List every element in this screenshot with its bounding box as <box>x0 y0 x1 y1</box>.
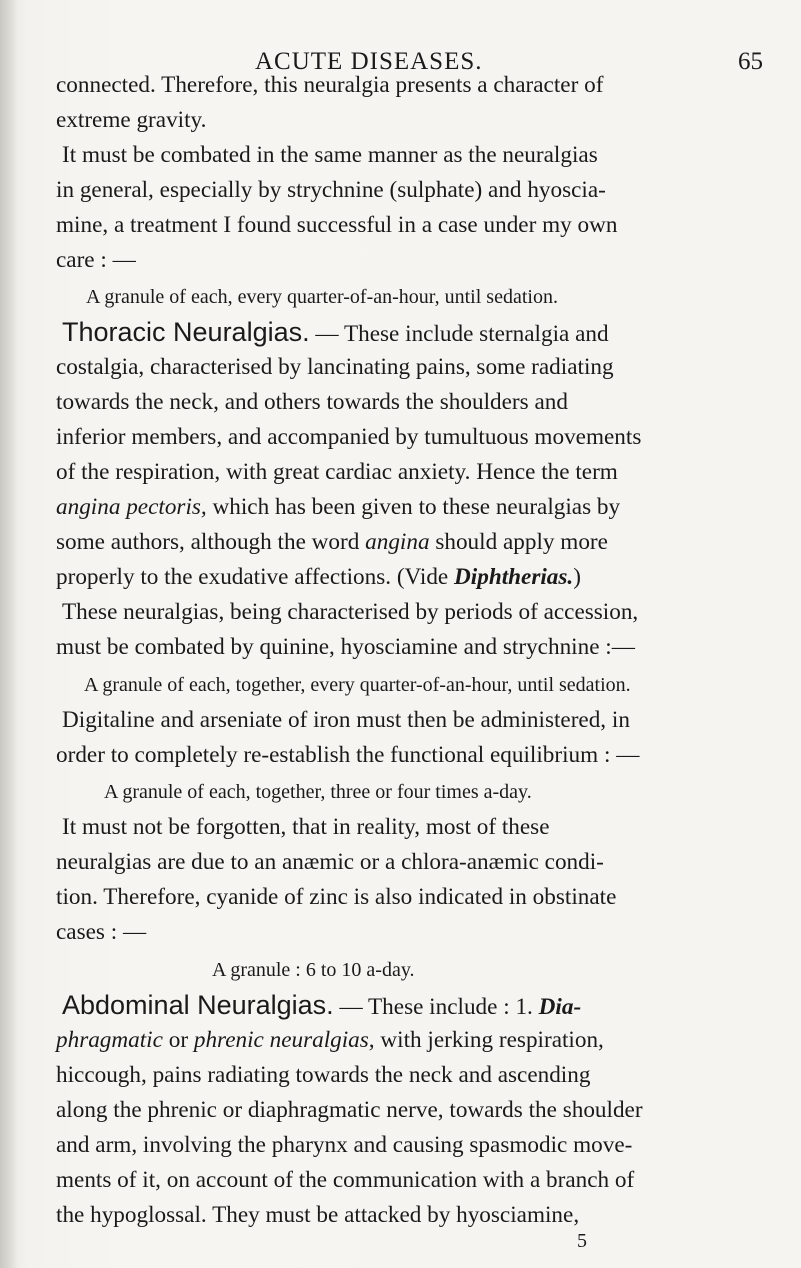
dosage-line: A granule of each, together, three or four times a-day. <box>104 781 532 803</box>
italic-term: angina <box>365 529 430 555</box>
text-line: costalgia, characterised by lancinating pains, some radiating <box>56 354 614 380</box>
text-span: which has been given to these neuralgias by <box>206 494 621 520</box>
text-line: care : — <box>56 247 136 273</box>
italic-term: angina pectoris, <box>56 494 207 520</box>
text-line: inferior members, and accompanied by tumultuous movements <box>56 424 642 450</box>
text-line: hiccough, pains radiating towards the neck and ascending <box>56 1062 591 1088</box>
text-span: — These include sternalgia and <box>309 321 609 347</box>
text-span: some authors, although the word <box>56 529 366 555</box>
italic-term: phrenic neuralgias, <box>193 1027 375 1053</box>
italic-term: Dia- <box>538 994 582 1020</box>
text-span: or <box>162 1027 194 1053</box>
section-heading-abdominal: Abdominal Neuralgias. <box>62 990 334 1020</box>
cross-reference: Diphtherias. <box>454 564 574 590</box>
dosage-line: A granule : 6 to 10 a-day. <box>212 959 415 981</box>
text-span: should apply more <box>429 529 608 555</box>
text-line: These neuralgias, being characterised by periods of accession, <box>62 599 639 625</box>
text-span: — These include : 1. <box>333 994 539 1020</box>
text-line: Digitaline and arseniate of iron must then be administered, in <box>62 707 630 733</box>
text-line: extreme gravity. <box>56 107 207 133</box>
text-line <box>56 1025 604 1055</box>
text-line: It must not be forgotten, that in reality, most of these <box>62 814 550 840</box>
italic-term: phragmatic <box>56 1027 163 1053</box>
text-line: It must be combated in the same manner as the neuralgias <box>62 142 598 168</box>
text-line: and arm, involving the pharynx and causing spasmodic move- <box>56 1132 633 1158</box>
section-heading-line <box>62 990 581 1022</box>
dosage-line: A granule of each, together, every quarter-of-an-hour, until sedation. <box>84 674 631 696</box>
signature-mark: 5 <box>577 1230 587 1252</box>
text-line: along the phrenic or diaphragmatic nerve, towards the shoulder <box>56 1097 643 1123</box>
page-number: 65 <box>738 48 763 75</box>
text-line <box>56 492 620 522</box>
text-line: mine, a treatment I found successful in a case under my own <box>56 212 618 238</box>
text-line: tion. Therefore, cyanide of zinc is also indicated in obstinate <box>56 884 617 910</box>
text-line: towards the neck, and others towards the shoulders and <box>56 389 568 415</box>
text-line: neuralgias are due to an anæmic or a chlora-anæmic condi- <box>56 849 604 875</box>
section-heading-line <box>62 317 609 349</box>
text-line: the hypoglossal. They must be attacked by hyosciamine, <box>56 1202 580 1228</box>
text-span: properly to the exudative affections. (Vide <box>56 564 455 590</box>
text-line: ments of it, on account of the communication with a branch of <box>56 1167 635 1193</box>
dosage-line: A granule of each, every quarter-of-an-hour, until sedation. <box>86 286 558 308</box>
text-line <box>56 562 581 592</box>
text-line: must be combated by quinine, hyosciamine and strychnine :— <box>56 634 635 660</box>
text-line: of the respiration, with great cardiac anxiety. Hence the term <box>56 459 618 485</box>
text-line: cases : — <box>56 919 147 945</box>
text-span: ) <box>573 564 581 590</box>
section-heading-thoracic: Thoracic Neuralgias. <box>62 317 310 347</box>
text-span: with jerking respiration, <box>374 1027 604 1053</box>
running-title: ACUTE DISEASES. <box>255 48 483 75</box>
text-line <box>56 527 608 557</box>
text-line: connected. Therefore, this neuralgia presents a character of <box>56 72 604 98</box>
spine-shadow <box>0 0 18 1268</box>
text-line: in general, especially by strychnine (sulphate) and hyoscia- <box>56 177 606 203</box>
text-line: order to completely re-establish the functional equilibrium : — <box>56 742 640 768</box>
